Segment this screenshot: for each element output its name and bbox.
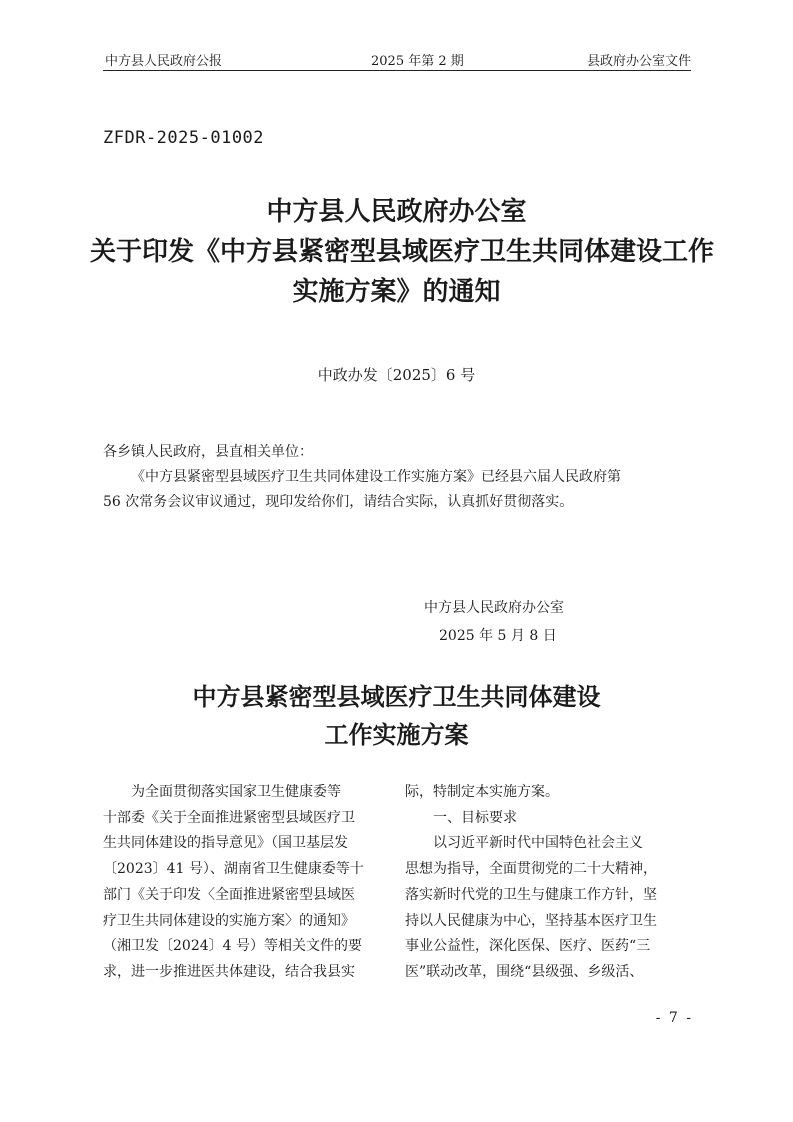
column-line: 为全面贯彻落实国家卫生健康委等: [131, 784, 341, 800]
column-line: 以习近平新时代中国特色社会主义: [433, 835, 643, 852]
notice-title: [90, 192, 715, 312]
column-line: 医”联动改革，围绕“县级强、乡级活、: [405, 963, 644, 980]
plan-title-line: 中方县紧密型县域医疗卫生共同体建设: [192, 682, 601, 711]
column-line: 落实新时代党的卫生与健康工作方针，坚: [405, 886, 657, 903]
column-line: 求，进一步推进医共体建设，结合我县实: [103, 963, 355, 980]
signature-date: 2025 年 5 月 8 日: [439, 628, 557, 644]
column-line: 十部委《关于全面推进紧密型县域医疗卫: [103, 809, 355, 826]
column-line: 际，特制定本实施方案。: [405, 784, 559, 800]
column-line: （湘卫发〔2024〕4 号）等相关文件的要: [103, 938, 362, 955]
section-heading: 一、目标要求: [433, 809, 517, 826]
column-line: 疗卫生共同体建设的实施方案〉的通知》: [103, 912, 355, 929]
plan-title-line: 工作实施方案: [324, 720, 469, 749]
right-column: [405, 780, 691, 986]
column-line: 思想为指导，全面贯彻党的二十大精神，: [405, 861, 657, 878]
document-id: ZFDR-2025-01002: [103, 128, 265, 148]
page-number: - 7 -: [655, 1010, 693, 1026]
title-line: 中方县人民政府办公室: [266, 197, 527, 227]
column-line: 事业公益性，深化医保、医疗、医药“三: [405, 938, 651, 955]
notice-body: [103, 465, 691, 515]
header-issue: 2025 年第 2 期: [371, 54, 464, 69]
header-publication: 中方县人民政府公报: [105, 54, 223, 69]
page-header: [103, 46, 691, 71]
column-line: 生共同体建设的指导意见》（国卫基层发: [103, 835, 348, 852]
column-line: 部门《关于印发〈全面推进紧密型县域医: [103, 886, 355, 903]
body-line: 56 次常务会议审议通过，现印发给你们，请结合实际，认真抓好贯彻落实。: [103, 494, 574, 510]
column-line: 〔2023〕41 号）、湖南省卫生健康委等十: [103, 861, 364, 878]
title-line: 实施方案》的通知: [292, 277, 501, 307]
document-number: 中政办发〔2025〕6 号: [317, 366, 476, 384]
signature-org: 中方县人民政府办公室: [424, 600, 564, 616]
header-category: 县政府办公室文件: [586, 54, 691, 69]
column-line: 持以人民健康为中心，坚持基本医疗卫生: [405, 912, 657, 929]
body-line: 《中方县紧密型县域医疗卫生共同体建设工作实施方案》已经县六届人民政府第: [131, 469, 621, 485]
title-line: 关于印发《中方县紧密型县域医疗卫生共同体建设工作: [90, 237, 715, 267]
recipients: 各乡镇人民政府，县直相关单位：: [103, 444, 313, 460]
plan-title: [0, 678, 793, 754]
left-column: [103, 780, 389, 986]
